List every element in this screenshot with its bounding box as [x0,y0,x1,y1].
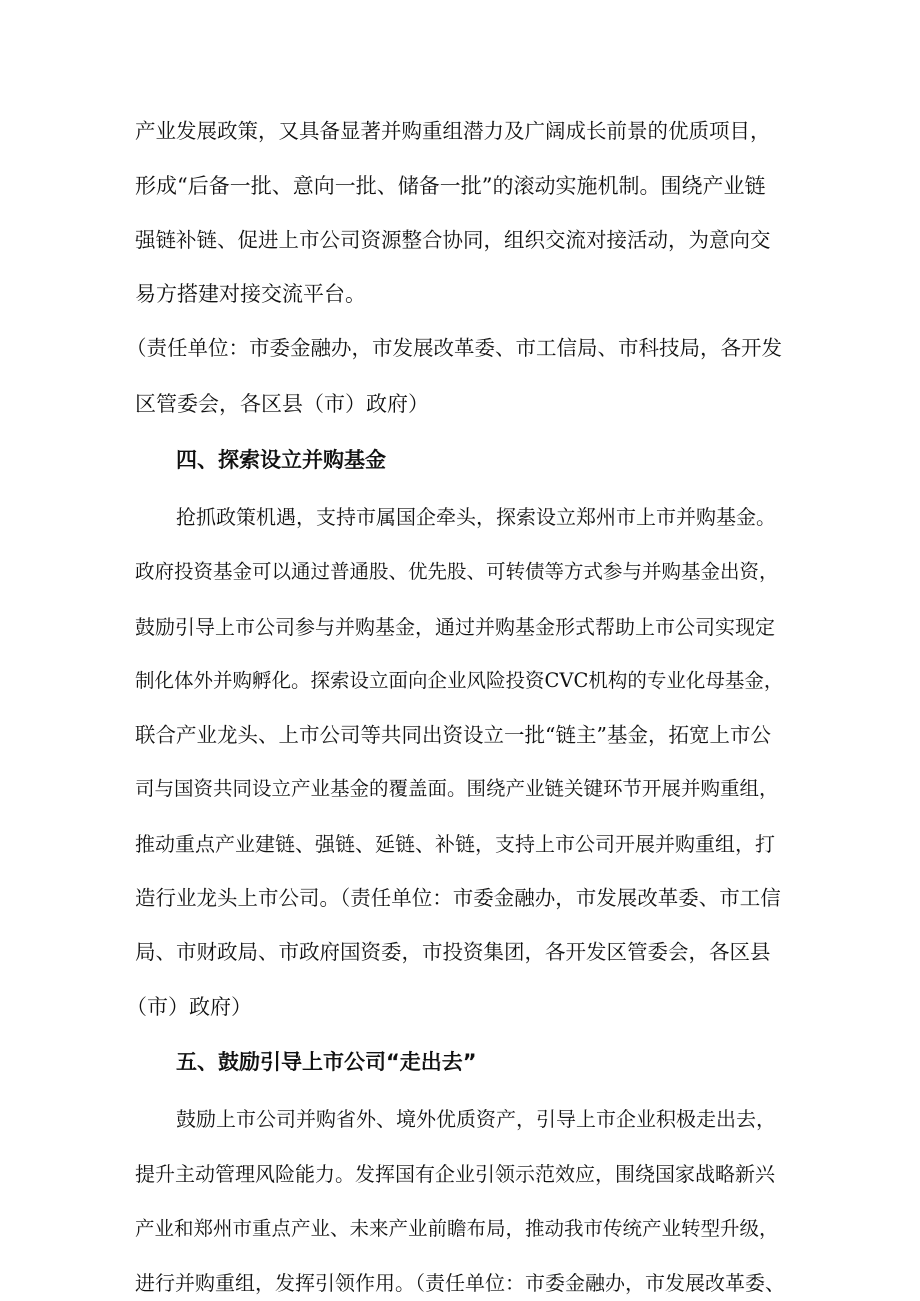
paragraph-line: 产业和郑州市重点产业、未来产业前瞻布局，推动我市传统产业转型升级， [135,1217,779,1240]
paragraph-line: 提升主动管理风险能力。发挥国有企业引领示范效应，围绕国家战略新兴 [135,1162,775,1186]
paragraph-line: 产业发展政策，又具备显著并购重组潜力及广阔成长前景的优质项目， [135,119,771,143]
paragraph-line: 强链补链、促进上市公司资源整合协同，组织交流对接活动，为意向交 [135,228,771,252]
paragraph-line: 制化体外并购孵化。探索设立面向企业风险投资CVC机构的专业化母基金， [135,669,784,692]
paragraph-line: 鼓励引导上市公司参与并购基金，通过并购基金形式帮助上市公司实现定 [135,615,775,639]
paragraph-line: 易方搭建对接交流平台。 [135,282,366,306]
responsibility-line: （责任单位：市委金融办，市发展改革委、市工信局、市科技局，各开发 [126,336,782,360]
paragraph-line: 推动重点产业建链、强链、延链、补链，支持上市公司开展并购重组，打 [135,832,775,856]
paragraph-line: 司与国资共同设立产业基金的覆盖面。围绕产业链关键环节开展并购重组， [135,777,779,800]
paragraph-line: 进行并购重组，发挥引领作用。（责任单位：市委金融办，市发展改革委、 [135,1271,785,1295]
paragraph-line: 造行业龙头上市公司。（责任单位：市委金融办，市发展改革委、市工信 [135,886,781,910]
responsibility-line: 区管委会，各区县（市）政府） [135,392,429,416]
paragraph-line: 局、市财政局、市政府国资委，市投资集团，各开发区管委会，各区县 [135,940,771,964]
paragraph-line: 联合产业龙头、上市公司等共同出资设立一批“链主”基金，拓宽上市公 [135,723,771,747]
paragraph-line: 鼓励上市公司并购省外、境外优质资产，引导上市企业积极走出去， [176,1107,776,1131]
paragraph-line: 抢抓政策机遇，支持市属国企牵头，探索设立郑州市上市并购基金。 [176,505,776,529]
section-4-heading: 四、探索设立并购基金 [176,448,386,472]
paragraph-line: （市）政府） [126,995,252,1019]
paragraph-line: 政府投资基金可以通过普通股、优先股、可转债等方式参与并购基金出资， [135,560,779,583]
paragraph-line: 形成“后备一批、意向一批、储备一批”的滚动实施机制。围绕产业链 [135,174,766,198]
section-5-heading: 五、鼓励引导上市公司“走出去” [176,1050,477,1074]
